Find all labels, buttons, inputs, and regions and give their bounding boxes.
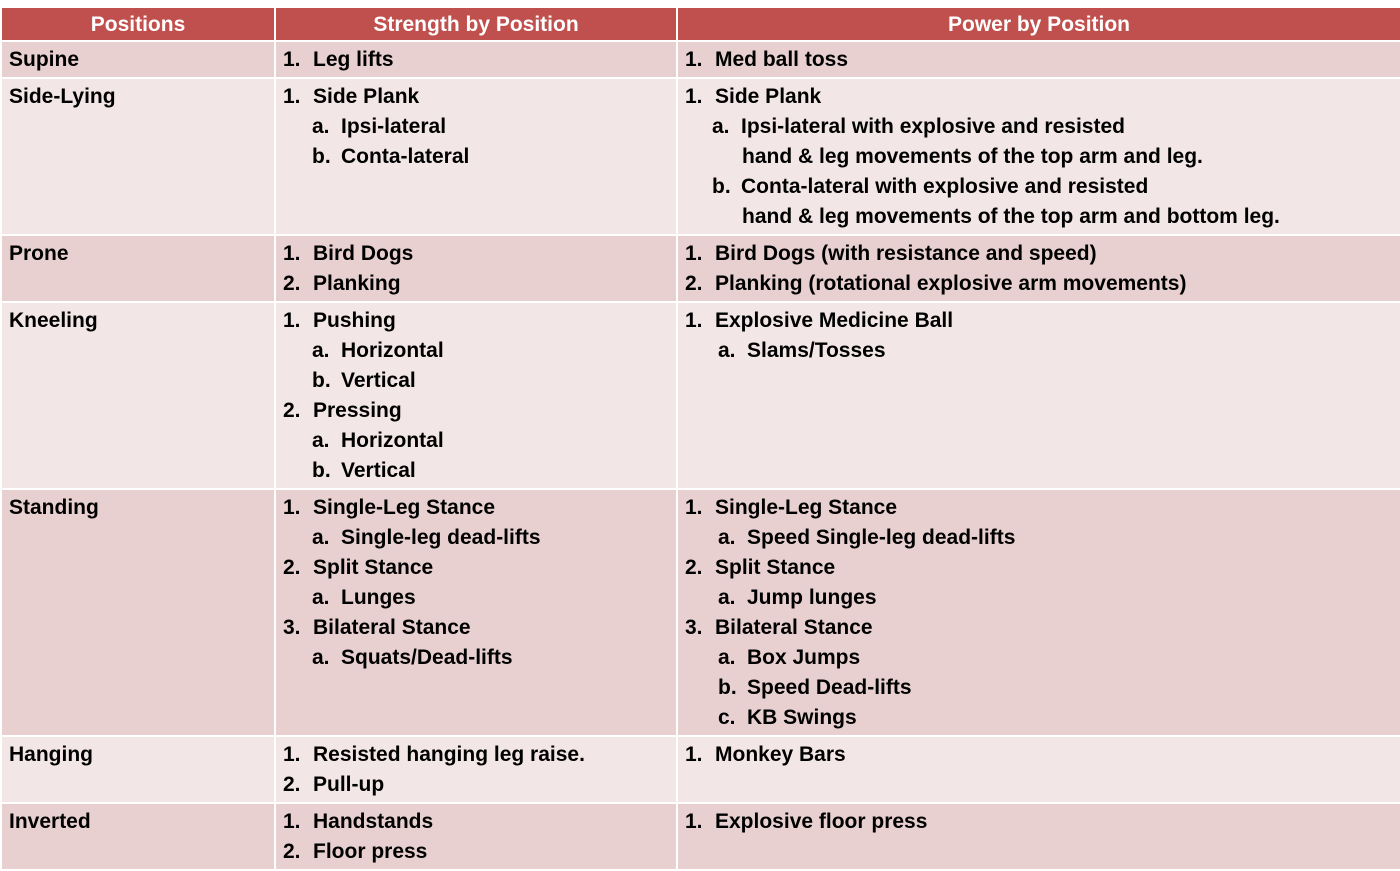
- item-text: Leg lifts: [313, 48, 394, 71]
- item-text: hand & leg movements of the top arm and leg.: [742, 145, 1203, 168]
- item-number: 1.: [283, 743, 301, 766]
- power-cell: [677, 302, 1400, 489]
- power-cell: [677, 235, 1400, 302]
- table-row: [1, 736, 1400, 803]
- item-text: Split Stance: [715, 556, 836, 579]
- header-power: Power by Position: [677, 7, 1400, 41]
- item-text: Side Plank: [715, 85, 822, 108]
- item-number: 1.: [685, 48, 703, 71]
- item-text: Bilateral Stance: [313, 616, 471, 639]
- item-number: 3.: [283, 616, 301, 639]
- table-row: [1, 78, 1400, 235]
- item-number: a.: [312, 429, 330, 452]
- position-cell: [1, 235, 275, 302]
- strength-item: [283, 426, 668, 456]
- power-item: [685, 142, 1392, 172]
- strength-item: [283, 643, 668, 673]
- strength-cell: [275, 302, 677, 489]
- strength-cell: [275, 736, 677, 803]
- strength-item: [283, 45, 668, 75]
- item-number: a.: [718, 526, 736, 549]
- item-number: a.: [312, 526, 330, 549]
- table-row: [1, 803, 1400, 870]
- strength-cell: [275, 489, 677, 736]
- position-cell: [1, 489, 275, 736]
- position-cell: [1, 78, 275, 235]
- item-text: Explosive floor press: [715, 810, 928, 833]
- item-text: Pull-up: [313, 773, 385, 796]
- item-number: 2.: [283, 272, 301, 295]
- header-positions: Positions: [1, 7, 275, 41]
- strength-item: [283, 523, 668, 553]
- power-item: [685, 673, 1392, 703]
- position-label: Prone: [9, 242, 69, 265]
- item-text: Conta-lateral with explosive and resisted: [741, 175, 1149, 198]
- item-number: 1.: [283, 810, 301, 833]
- strength-item: [283, 306, 668, 336]
- item-number: 2.: [685, 556, 703, 579]
- power-cell: [677, 803, 1400, 870]
- strength-item: [283, 82, 668, 112]
- item-number: b.: [312, 459, 331, 482]
- power-item: [685, 493, 1392, 523]
- item-text: Ipsi-lateral with explosive and resisted: [741, 115, 1125, 138]
- position-cell: [1, 41, 275, 78]
- position-label: Side-Lying: [9, 85, 116, 108]
- item-text: Pressing: [313, 399, 402, 422]
- positions-table: [0, 6, 1400, 871]
- item-text: Planking: [313, 272, 401, 295]
- position-label: Supine: [9, 48, 80, 71]
- item-text: Lunges: [341, 586, 416, 609]
- item-number: a.: [312, 339, 330, 362]
- item-number: 1.: [283, 48, 301, 71]
- strength-item: [283, 456, 668, 486]
- item-text: Split Stance: [313, 556, 434, 579]
- strength-item: [283, 553, 668, 583]
- power-item: [685, 172, 1392, 202]
- power-item: [685, 583, 1392, 613]
- power-item: [685, 613, 1392, 643]
- strength-item: [283, 336, 668, 366]
- table-row: [1, 41, 1400, 78]
- item-text: Jump lunges: [747, 586, 877, 609]
- item-text: Monkey Bars: [715, 743, 846, 766]
- item-number: 3.: [685, 616, 703, 639]
- item-number: 1.: [685, 309, 703, 332]
- item-text: Horizontal: [341, 339, 444, 362]
- power-cell: [677, 78, 1400, 235]
- item-text: Single-Leg Stance: [715, 496, 898, 519]
- position-cell: [1, 736, 275, 803]
- position-cell: [1, 302, 275, 489]
- power-item: [685, 553, 1392, 583]
- item-number: 2.: [283, 773, 301, 796]
- strength-cell: [275, 41, 677, 78]
- power-item: [685, 306, 1392, 336]
- power-item: [685, 807, 1392, 837]
- table-row: [1, 489, 1400, 736]
- item-text: Resisted hanging leg raise.: [313, 743, 585, 766]
- item-text: Single-leg dead-lifts: [341, 526, 541, 549]
- strength-item: [283, 142, 668, 172]
- power-item: [685, 523, 1392, 553]
- item-text: Box Jumps: [747, 646, 861, 669]
- item-number: a.: [312, 115, 330, 138]
- item-number: a.: [718, 586, 736, 609]
- header-strength: Strength by Position: [275, 7, 677, 41]
- position-label: Hanging: [9, 743, 93, 766]
- power-item: [685, 643, 1392, 673]
- power-item: [685, 82, 1392, 112]
- item-number: c.: [718, 706, 736, 729]
- strength-item: [283, 837, 668, 867]
- header-row: [1, 7, 1400, 41]
- strength-item: [283, 770, 668, 800]
- item-number: 1.: [283, 85, 301, 108]
- item-text: Ipsi-lateral: [341, 115, 447, 138]
- item-text: Squats/Dead-lifts: [341, 646, 513, 669]
- table-row: [1, 235, 1400, 302]
- item-text: Pushing: [313, 309, 396, 332]
- item-number: 1.: [685, 242, 703, 265]
- item-text: hand & leg movements of the top arm and bottom leg.: [742, 205, 1280, 228]
- strength-item: [283, 583, 668, 613]
- item-number: 2.: [283, 840, 301, 863]
- item-number: a.: [718, 339, 736, 362]
- strength-item: [283, 396, 668, 426]
- item-text: Vertical: [341, 459, 416, 482]
- position-label: Inverted: [9, 810, 91, 833]
- item-text: Side Plank: [313, 85, 420, 108]
- item-number: b.: [718, 676, 737, 699]
- power-item: [685, 703, 1392, 733]
- item-number: a.: [718, 646, 736, 669]
- item-number: 2.: [283, 399, 301, 422]
- item-text: Horizontal: [341, 429, 444, 452]
- power-item: [685, 336, 1392, 366]
- item-number: 1.: [283, 242, 301, 265]
- item-text: Speed Single-leg dead-lifts: [747, 526, 1016, 549]
- item-text: KB Swings: [747, 706, 857, 729]
- position-cell: [1, 803, 275, 870]
- strength-item: [283, 807, 668, 837]
- item-number: a.: [712, 115, 730, 138]
- item-text: Floor press: [313, 840, 428, 863]
- strength-cell: [275, 78, 677, 235]
- strength-item: [283, 239, 668, 269]
- item-text: Planking (rotational explosive arm movements): [715, 272, 1187, 295]
- item-text: Handstands: [313, 810, 434, 833]
- strength-item: [283, 740, 668, 770]
- strength-item: [283, 112, 668, 142]
- item-number: 1.: [685, 743, 703, 766]
- position-label: Standing: [9, 496, 99, 519]
- power-item: [685, 239, 1392, 269]
- strength-item: [283, 269, 668, 299]
- item-number: 1.: [685, 496, 703, 519]
- power-cell: [677, 489, 1400, 736]
- item-number: a.: [312, 646, 330, 669]
- table-body: [1, 41, 1400, 870]
- item-number: b.: [712, 175, 731, 198]
- item-text: Slams/Tosses: [747, 339, 886, 362]
- item-number: b.: [312, 369, 331, 392]
- item-number: 2.: [685, 272, 703, 295]
- strength-item: [283, 366, 668, 396]
- item-text: Explosive Medicine Ball: [715, 309, 954, 332]
- item-number: b.: [312, 145, 331, 168]
- strength-item: [283, 493, 668, 523]
- power-cell: [677, 736, 1400, 803]
- power-cell: [677, 41, 1400, 78]
- item-number: 1.: [283, 309, 301, 332]
- item-text: Speed Dead-lifts: [747, 676, 912, 699]
- table-row: [1, 302, 1400, 489]
- power-item: [685, 269, 1392, 299]
- item-text: Bilateral Stance: [715, 616, 873, 639]
- power-item: [685, 740, 1392, 770]
- item-text: Conta-lateral: [341, 145, 470, 168]
- power-item: [685, 45, 1392, 75]
- strength-item: [283, 613, 668, 643]
- strength-cell: [275, 803, 677, 870]
- item-number: a.: [312, 586, 330, 609]
- position-label: Kneeling: [9, 309, 98, 332]
- item-text: Bird Dogs (with resistance and speed): [715, 242, 1097, 265]
- power-item: [685, 112, 1392, 142]
- item-number: 1.: [283, 496, 301, 519]
- item-text: Bird Dogs: [313, 242, 414, 265]
- power-item: [685, 202, 1392, 232]
- item-number: 1.: [685, 85, 703, 108]
- item-text: Vertical: [341, 369, 416, 392]
- item-number: 1.: [685, 810, 703, 833]
- strength-cell: [275, 235, 677, 302]
- item-text: Single-Leg Stance: [313, 496, 496, 519]
- item-text: Med ball toss: [715, 48, 849, 71]
- item-number: 2.: [283, 556, 301, 579]
